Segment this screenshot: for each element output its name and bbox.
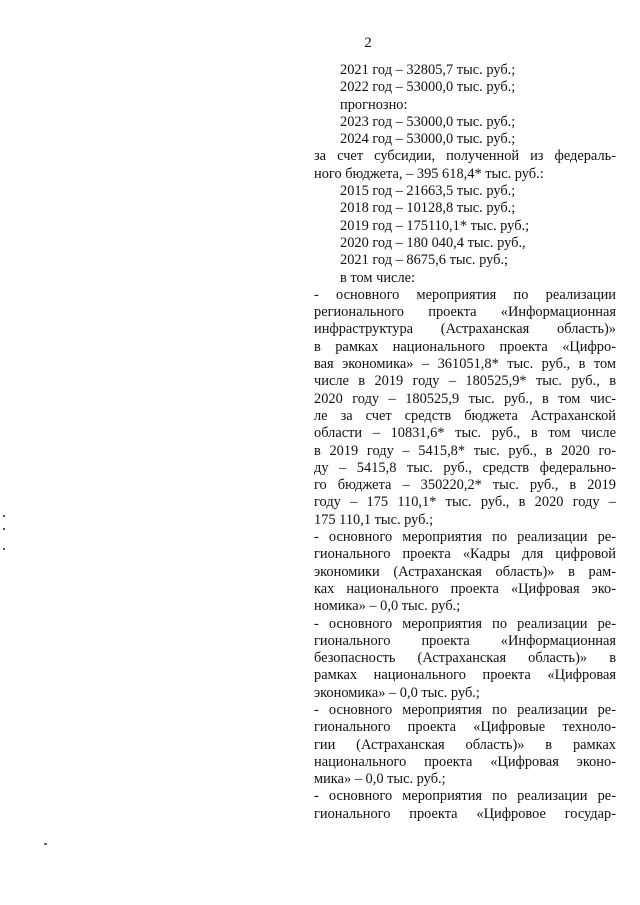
scan-margin-mark (3, 548, 5, 550)
scan-speck (44, 843, 47, 845)
text-line: - основного мероприятия по реализации ре- (314, 788, 616, 805)
text-line: за счет субсидии, полученной из федераль- (314, 148, 616, 165)
text-line: гии (Астраханская область)» в рамках (314, 736, 616, 753)
text-line: 175 110,1 тыс. руб.; (314, 511, 434, 528)
text-line: ного бюджета, – 395 618,4* тыс. руб.: (314, 165, 544, 182)
text-line: рамках национального проекта «Цифровая (314, 667, 616, 684)
text-line: экономика» – 0,0 тыс. руб.; (314, 684, 480, 701)
text-line: гионального проекта «Цифровые техноло- (314, 719, 616, 736)
text-line: гионального проекта «Цифровое государ- (314, 805, 616, 822)
text-line: ле за счет средств бюджета Астраханской (314, 407, 616, 424)
text-line: - основного мероприятия по реализации (314, 286, 616, 303)
page-number: 2 (364, 35, 372, 51)
text-line: национального проекта «Цифровая эконо- (314, 753, 616, 770)
text-line: номика» – 0,0 тыс. руб.; (314, 598, 461, 615)
text-line: 2024 год – 53000,0 тыс. руб.; (340, 131, 516, 148)
text-line: области – 10831,6* тыс. руб., в том числе (314, 425, 616, 442)
text-line: в рамках национального проекта «Цифро- (314, 338, 616, 355)
text-line: ду – 5415,8 тыс. руб., средств федерально- (314, 459, 616, 476)
scan-margin-mark (3, 528, 5, 530)
text-line: - основного мероприятия по реализации ре- (314, 701, 616, 718)
text-line: безопасность (Астраханская область)» в (314, 650, 616, 667)
text-line: 2015 год – 21663,5 тыс. руб.; (340, 183, 516, 200)
text-line: 2019 год – 175110,1* тыс. руб.; (340, 217, 530, 234)
text-line: гионального проекта «Кадры для цифровой (314, 546, 616, 563)
scan-margin-mark (3, 515, 5, 517)
text-line: экономики (Астраханская область)» в рам- (314, 563, 616, 580)
text-line: - основного мероприятия по реализации ре- (314, 615, 616, 632)
text-line: 2023 год – 53000,0 тыс. руб.; (340, 113, 516, 130)
text-line: - основного мероприятия по реализации ре- (314, 529, 616, 546)
text-line: 2020 году – 180525,9 тыс. руб., в том чис- (314, 390, 616, 407)
text-line: вая экономика» – 361051,8* тыс. руб., в том (314, 356, 616, 373)
text-line: 2022 год – 53000,0 тыс. руб.; (340, 79, 516, 96)
text-line: гионального проекта «Информационная (314, 632, 616, 649)
text-line: числе в 2019 году – 180525,9* тыс. руб., в (314, 373, 616, 390)
text-line: 2021 год – 8675,6 тыс. руб.; (340, 252, 509, 269)
text-line: го бюджета – 350220,2* тыс. руб., в 2019 (314, 477, 616, 494)
text-line: прогнозно: (340, 96, 408, 113)
text-line: мика» – 0,0 тыс. руб.; (314, 771, 446, 788)
document-text-column (314, 62, 616, 823)
text-line: 2018 год – 10128,8 тыс. руб.; (340, 200, 516, 217)
text-line: году – 175 110,1* тыс. руб., в 2020 году – (314, 494, 616, 511)
text-line: 2021 год – 32805,7 тыс. руб.; (340, 62, 516, 78)
text-line: в 2019 году – 5415,8* тыс. руб., в 2020 го- (314, 442, 616, 459)
text-line: инфраструктура (Астраханская область)» (314, 321, 616, 338)
text-line: в том числе: (340, 269, 416, 286)
text-line: регионального проекта «Информационная (314, 304, 616, 321)
text-line: ках национального проекта «Цифровая эко- (314, 580, 616, 597)
text-line: 2020 год – 180 040,4 тыс. руб., (340, 234, 526, 251)
